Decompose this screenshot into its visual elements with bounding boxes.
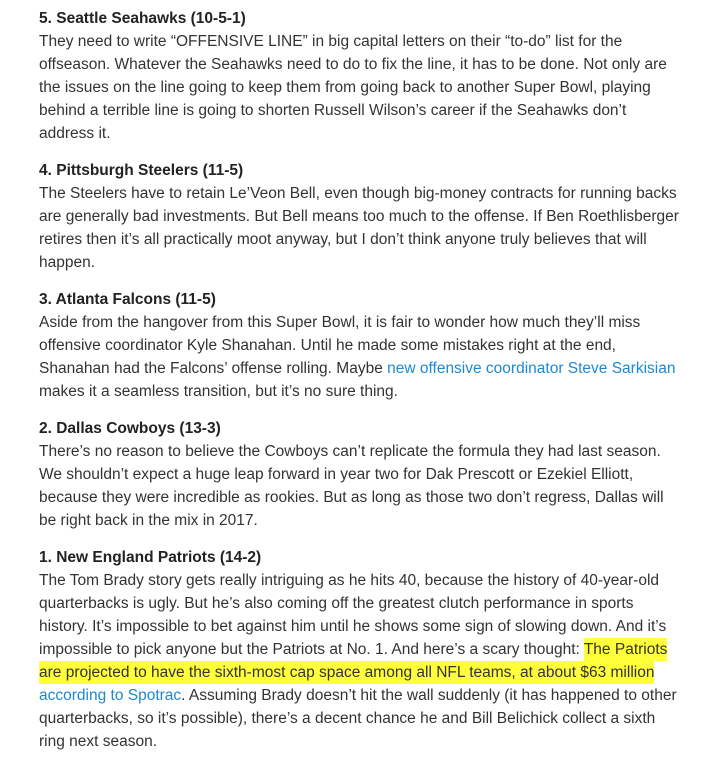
entry-body	[39, 311, 679, 403]
entry-body-text: Aside from the hangover from this Super Bowl, it is fair to wonder how much they’ll miss offensive coordinator Kyle Shanahan. Until he made some mistakes right at the end, Shanahan had the Falcons’ offense rolling. Maybe	[39, 314, 641, 377]
ranking-entry-1	[39, 546, 679, 753]
article	[39, 7, 679, 767]
ranking-entry-3	[39, 288, 679, 403]
entry-body: The Steelers have to retain Le’Veon Bell, even though big-money contracts for running backs are generally bad investments. But Bell means too much to the offense. If Ben Roethlisberger retires then it’s all practically moot anyway, but I don’t think anyone truly believes that will happen.	[39, 185, 679, 271]
entry-heading: 5. Seattle Seahawks (10-5-1)	[39, 10, 246, 27]
spotrac-link[interactable]: according to Spotrac	[39, 687, 182, 704]
entry-heading: 2. Dallas Cowboys (13-3)	[39, 420, 221, 437]
highlighted-text: The Patriots are projected to have the sixth-most cap space among all NFL teams, at about $63 million	[39, 638, 667, 684]
entry-body	[39, 569, 679, 753]
entry-body: There’s no reason to believe the Cowboys can’t replicate the formula they had last season. We shouldn’t expect a huge leap forward in year two for Dak Prescott or Ezekiel Elliott, because they were incredible as rookies. But as long as those two don’t regress, Dallas will be right back in the mix in 2017.	[39, 443, 664, 529]
entry-body: They need to write “OFFENSIVE LINE” in big capital letters on their “to-do” list for the offseason. Whatever the Seahawks need to do to fix the line, it has to be done. Not only are the issues on the line going to keep them from going back to another Super Bowl, playing behind a terrible line is going to shorten Russell Wilson’s career if the Seahawks don’t address it.	[39, 33, 667, 142]
entry-body-text: The Tom Brady story gets really intriguing as he hits 40, because the history of 40-year-old quarterbacks is ugly. But he’s also coming off the greatest clutch performance in sports history. It’s impossible to bet against him until he shows some sign of slowing down. And it’s impossible to pick anyone but the Patriots at No. 1. And here’s a scary thought:	[39, 572, 667, 658]
ranking-entry-2	[39, 417, 679, 532]
entry-body-text: makes it a seamless transition, but it’s no sure thing.	[39, 383, 398, 400]
entry-heading: 1. New England Patriots (14-2)	[39, 549, 262, 566]
sarkisian-article-link[interactable]: new offensive coordinator Steve Sarkisian	[387, 360, 676, 377]
entry-body-text: . Assuming Brady doesn’t hit the wall suddenly (it has happened to other quarterbacks, so it’s possible), there’s a decent chance he and Bill Belichick collect a sixth ring next season.	[39, 687, 677, 750]
entry-heading: 3. Atlanta Falcons (11-5)	[39, 291, 216, 308]
ranking-entry-4	[39, 159, 679, 274]
ranking-entry-5	[39, 7, 679, 145]
entry-heading: 4. Pittsburgh Steelers (11-5)	[39, 162, 244, 179]
